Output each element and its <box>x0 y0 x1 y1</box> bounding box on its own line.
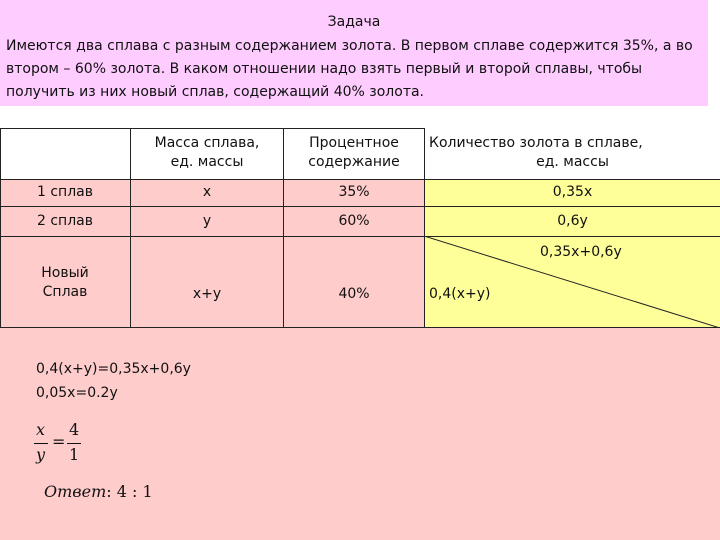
row1-divider <box>0 206 720 207</box>
row1-mass: x <box>202 184 212 200</box>
fraction-right-denominator: 1 <box>69 445 80 464</box>
fraction-left-denominator: y <box>36 445 46 464</box>
header-percent <box>284 134 424 172</box>
problem-line-1: Имеются два сплава с разным содержанием золота. В первом сплаве содержится 35%, а во <box>6 38 693 54</box>
new-alloy-label-line2: Сплав <box>42 284 88 300</box>
header-percent-line2: содержание <box>308 154 400 170</box>
header-divider <box>0 179 720 180</box>
header-mass-line2: ед. массы <box>170 154 244 170</box>
equation-2: 0,05x=0.2y <box>36 385 118 401</box>
solution-area <box>0 328 720 540</box>
new-alloy-percent: 40% <box>338 286 370 302</box>
new-alloy-gold-bottom: 0,4(x+y) <box>429 286 491 302</box>
new-alloy-mass: x+y <box>192 286 222 302</box>
fraction-right-numerator: 4 <box>69 420 80 439</box>
header-empty-cell <box>0 128 130 180</box>
header-gold <box>425 134 720 172</box>
answer <box>44 482 153 501</box>
equation-1: 0,4(x+y)=0,35x+0,6y <box>36 361 191 377</box>
table-top-border <box>0 128 424 129</box>
header-gold-line2: ед. массы <box>536 154 609 170</box>
row2-label: 2 сплав <box>37 213 93 229</box>
row2-percent: 60% <box>338 213 370 229</box>
problem-box <box>0 0 708 106</box>
fraction-equals: = <box>52 432 66 451</box>
header-mass <box>131 134 283 172</box>
fraction-right-bar <box>67 443 81 444</box>
problem-line-2: втором – 60% золота. В каком отношении надо взять первый и второй сплавы, чтобы <box>6 61 643 77</box>
row2-mass: y <box>202 213 212 229</box>
new-alloy-gold-top: 0,35x+0,6y <box>540 244 622 260</box>
row1-gold: 0,35x <box>552 184 593 200</box>
answer-value: : 4 : 1 <box>106 482 153 501</box>
new-alloy-label <box>0 264 130 302</box>
problem-title: Задача <box>327 14 381 30</box>
row2-gold: 0,6y <box>557 213 588 229</box>
problem-line-3: получить из них новый сплав, содержащий 40% золота. <box>6 84 425 100</box>
new-alloy-label-line1: Новый <box>41 265 89 281</box>
row1-percent: 35% <box>338 184 370 200</box>
header-percent-line1: Процентное <box>309 135 399 151</box>
header-gold-line1: Количество золота в сплаве, <box>429 135 643 151</box>
header-mass-line1: Масса сплава, <box>154 135 260 151</box>
row1-label: 1 сплав <box>37 184 93 200</box>
fraction-left-numerator: x <box>36 420 46 439</box>
fraction-left-bar <box>34 443 48 444</box>
answer-label: Ответ <box>44 482 107 501</box>
